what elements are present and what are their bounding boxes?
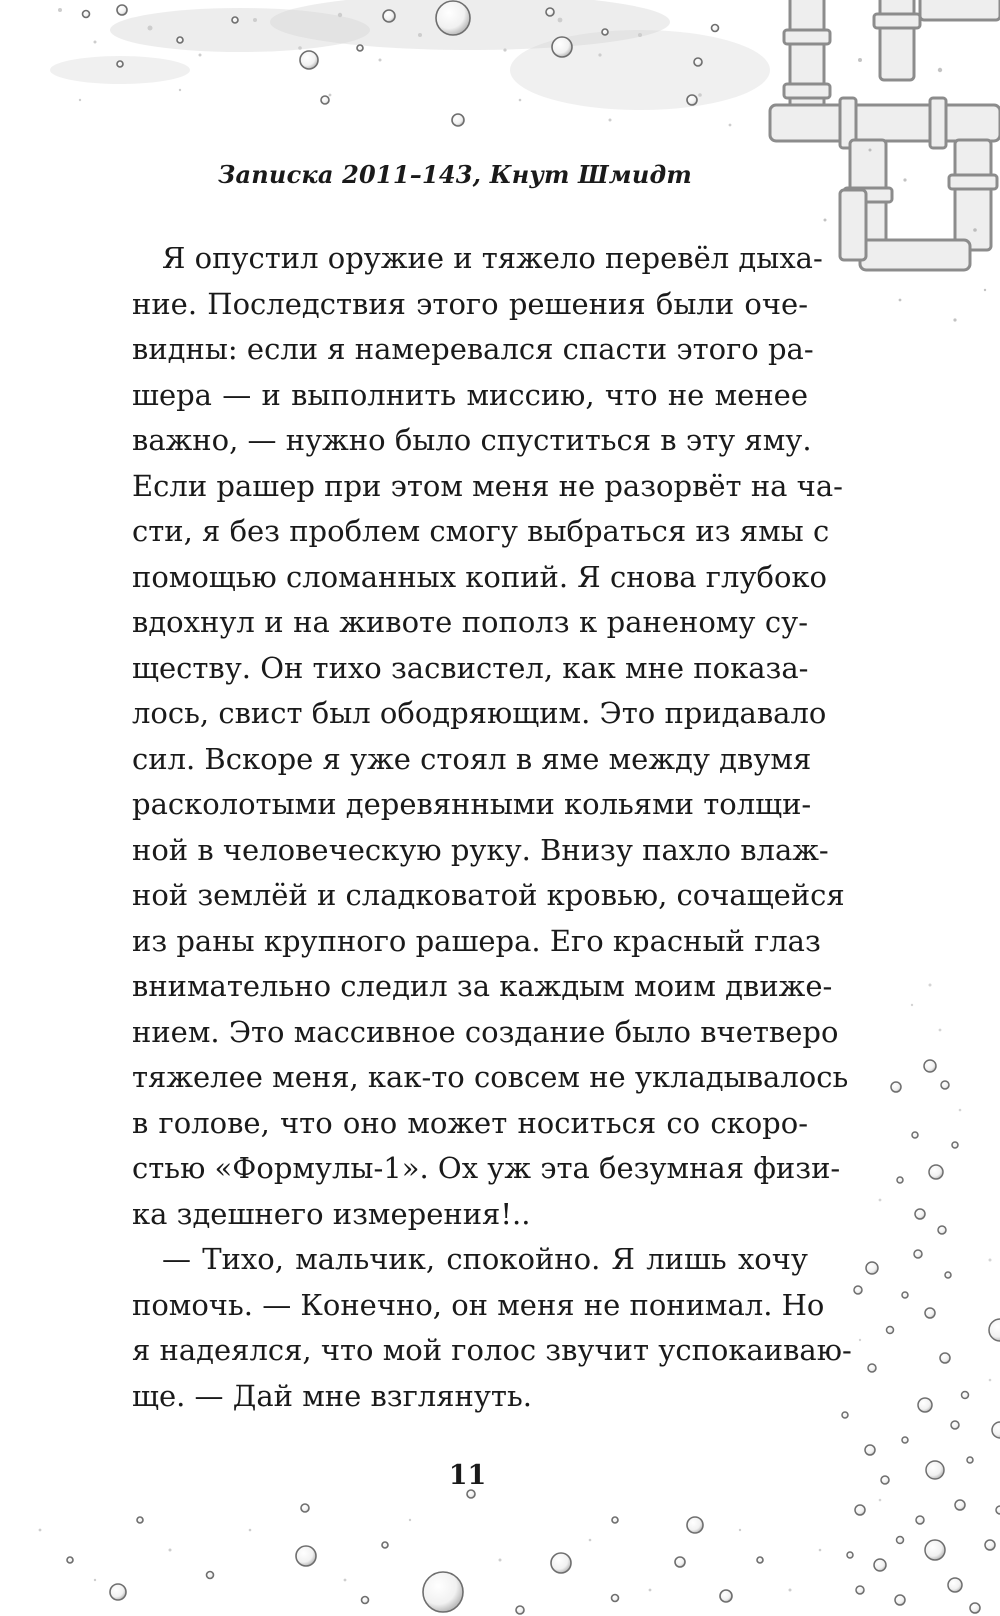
text-line: — Тихо, мальчик, спокойно. Я лишь хочу xyxy=(162,1242,808,1276)
paragraph-2 xyxy=(132,1237,852,1419)
text-line: внимательно следил за каждым моим движе- xyxy=(132,969,833,1003)
text-line: помочь. — Конечно, он меня не понимал. Но xyxy=(132,1287,825,1322)
text-line: видны: если я намеревался спасти этого ра- xyxy=(132,332,814,366)
pipes-illustration xyxy=(770,0,1000,270)
text-line: ществу. Он тихо засвистел, как мне показа- xyxy=(132,650,809,685)
body-text xyxy=(132,236,852,1419)
text-line: сил. Вскоре я уже стоял в яме между двумя xyxy=(132,741,812,776)
bubbles-bottom xyxy=(67,1490,763,1614)
text-line: расколотыми деревянными кольями толщи- xyxy=(132,787,812,821)
text-line: помощью сломанных копий. Я снова глубоко xyxy=(132,559,827,594)
text-line: ной землёй и сладковатой кровью, сочащейся xyxy=(132,878,845,912)
text-line: в голове, что оно может носиться со скоро- xyxy=(132,1105,808,1140)
text-line: шера — и выполнить миссию, что не менее xyxy=(132,377,808,412)
text-line: ще. — Дай мне взглянуть. xyxy=(132,1378,532,1413)
splatter-top xyxy=(50,0,770,126)
text-line: стью «Формулы-1». Ох уж эта безумная физи- xyxy=(132,1151,841,1185)
text-line: Если рашер при этом меня не разорвёт на ча- xyxy=(132,468,843,503)
text-line: Я опустил оружие и тяжело перевёл дыха- xyxy=(162,241,823,275)
splatter-right xyxy=(859,984,992,1502)
paragraph-1 xyxy=(132,236,849,1237)
text-line: ка здешнего измерения!.. xyxy=(132,1196,531,1231)
text-line: сти, я без проблем смогу выбраться из ямы с xyxy=(132,514,830,548)
text-line: я надеялся, что мой голос звучит успокаиваю- xyxy=(132,1333,852,1367)
text-line: из раны крупного рашера. Его красный глаз xyxy=(132,923,821,958)
running-head: Записка 2011–143, Кнут Шмидт xyxy=(218,160,692,189)
text-line: вдохнул и на животе пополз к раненому су- xyxy=(132,605,808,639)
text-line: ной в человеческую руку. Внизу пахло влаж- xyxy=(132,832,829,867)
text-line: важно, — нужно было спуститься в эту яму. xyxy=(132,423,812,457)
text-line: тяжелее меня, как-то совсем не укладывалось xyxy=(132,1060,849,1094)
text-line: нием. Это массивное создание было вчетверо xyxy=(132,1014,839,1049)
text-line: ние. Последствия этого решения были оче- xyxy=(132,286,808,321)
page-number: 11 xyxy=(448,1460,487,1491)
bubbles-right xyxy=(842,1060,1000,1613)
text-line: лось, свист был ободряющим. Это придавало xyxy=(132,696,827,730)
